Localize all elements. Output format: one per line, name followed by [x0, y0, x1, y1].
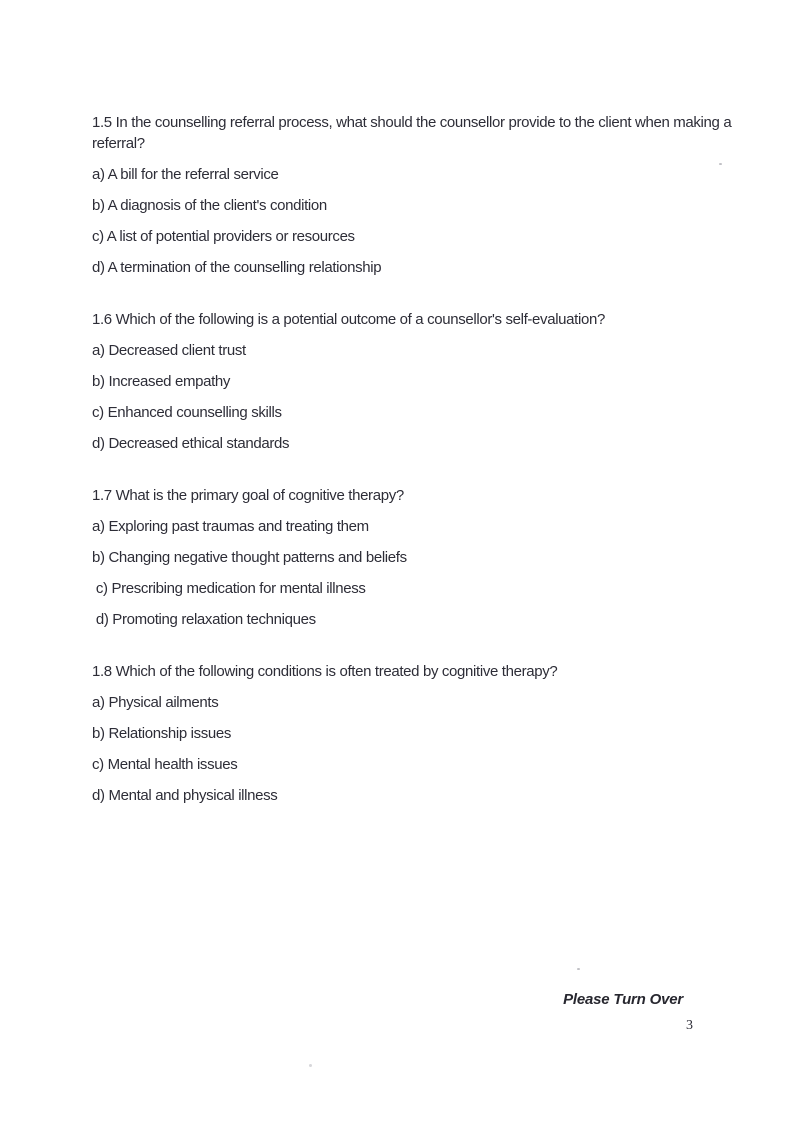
answer-option-c: c) Prescribing medication for mental illness: [92, 580, 366, 597]
question-block-1-8: [92, 661, 782, 806]
scan-artifact-dot: [577, 968, 580, 970]
answer-option-c: c) Enhanced counselling skills: [92, 404, 282, 421]
answer-option-a: a) Exploring past traumas and treating them: [92, 518, 369, 535]
answer-option-d: d) Decreased ethical standards: [92, 435, 290, 452]
answer-option-a: a) Physical ailments: [92, 694, 219, 711]
question-text: 1.5 In the counselling referral process, what should the counsellor provide to the client when making a referral?: [92, 114, 736, 152]
question-block-1-6: [92, 309, 782, 454]
question-text: 1.8 Which of the following conditions is often treated by cognitive therapy?: [92, 663, 558, 680]
scan-artifact-dot: [309, 1064, 312, 1067]
footer-note: Please Turn Over: [563, 991, 683, 1008]
answer-option-b: b) Increased empathy: [92, 373, 231, 390]
page-number: 3: [686, 1018, 693, 1033]
question-block-1-5: [92, 112, 782, 278]
question-list: [92, 112, 782, 837]
answer-option-c: c) Mental health issues: [92, 756, 238, 773]
answer-option-a: a) A bill for the referral service: [92, 166, 279, 183]
answer-option-d: d) Promoting relaxation techniques: [92, 611, 316, 628]
answer-option-c: c) A list of potential providers or resources: [92, 228, 355, 245]
answer-option-a: a) Decreased client trust: [92, 342, 246, 359]
answer-option-d: d) Mental and physical illness: [92, 787, 278, 804]
question-text: 1.7 What is the primary goal of cognitive therapy?: [92, 487, 404, 504]
answer-option-b: b) Relationship issues: [92, 725, 232, 742]
answer-option-d: d) A termination of the counselling relationship: [92, 259, 382, 276]
answer-option-b: b) A diagnosis of the client's condition: [92, 197, 327, 214]
question-text: 1.6 Which of the following is a potential outcome of a counsellor's self-evaluation?: [92, 311, 605, 328]
question-block-1-7: [92, 485, 782, 630]
scan-artifact-dot: [719, 163, 722, 165]
answer-option-b: b) Changing negative thought patterns and beliefs: [92, 549, 407, 566]
